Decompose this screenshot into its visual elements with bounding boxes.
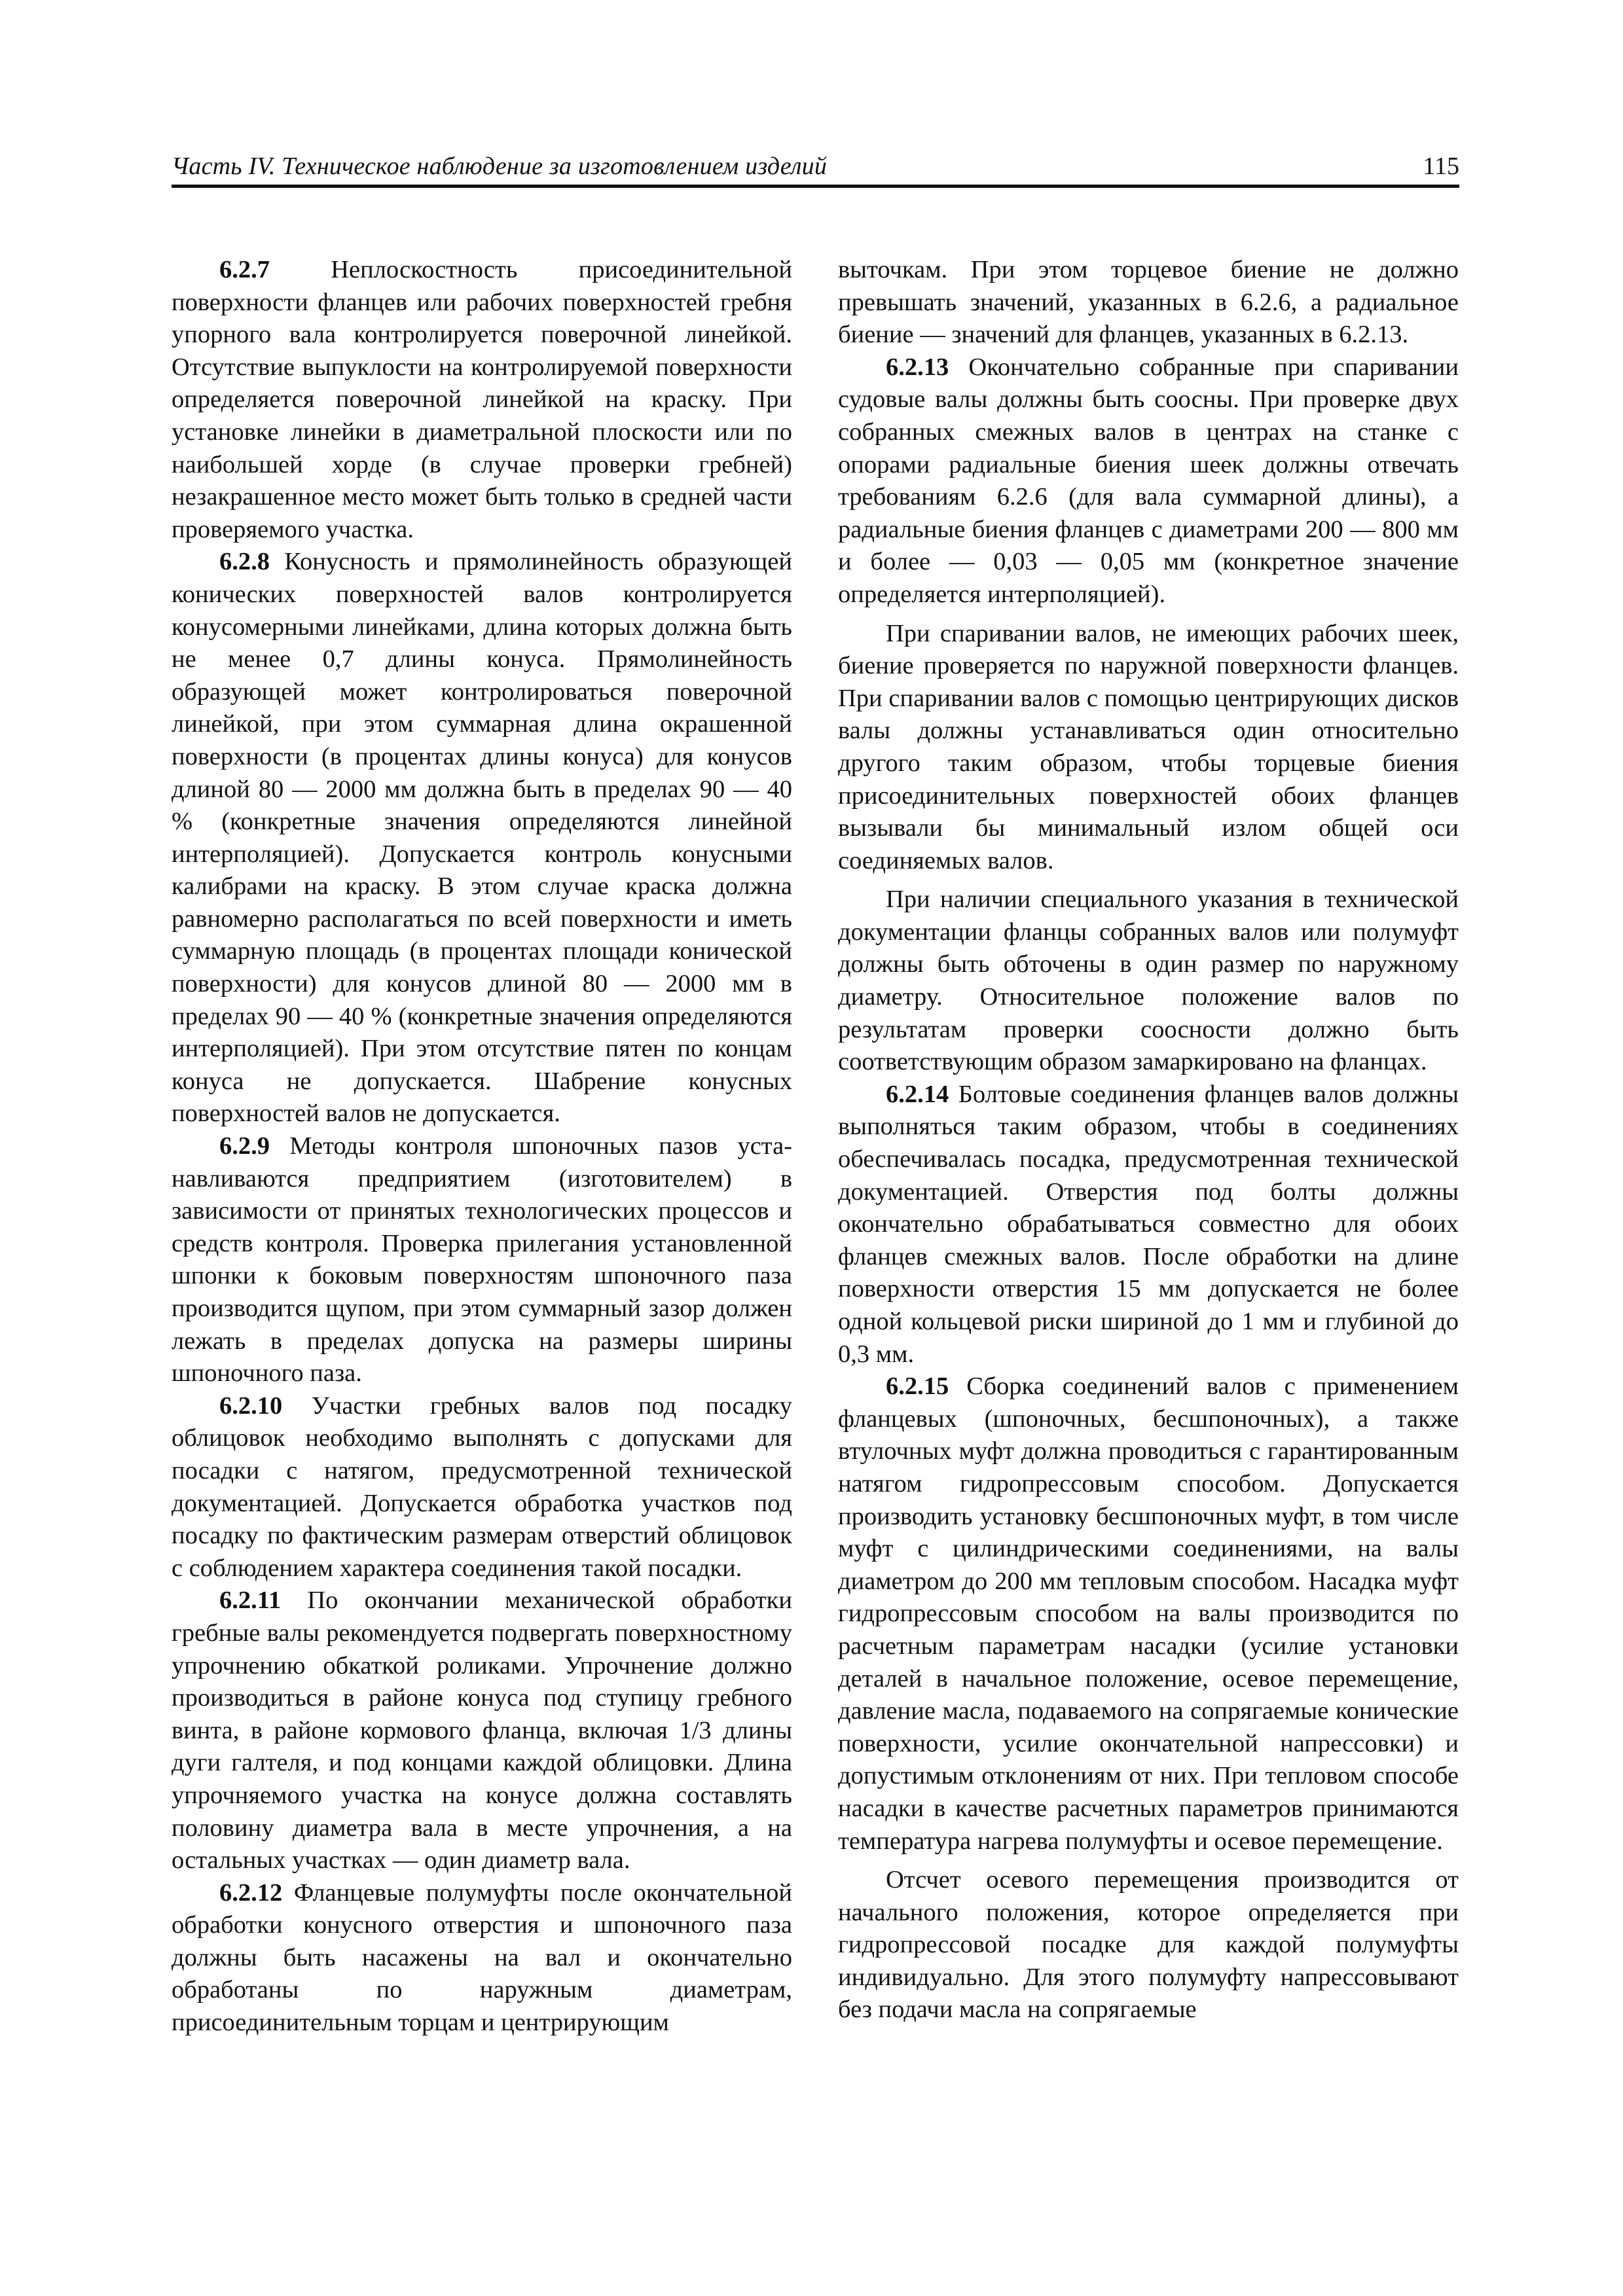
paragraph-text: Участки гребных валов под посадку облицовок необходимо выполнять с допусками для посадки с натягом, предусмотренной технической документацией. Допускается обработка участков под посадку по фактическим размерам отверстий облицовок с соблюдением характера соединения такой посадки. <box>172 1391 792 1582</box>
paragraph-text: Фланцевые полумуфты после окончательной обработки конусного отверстия и шпоночного паза должны быть насажены на вал и окончательно обработаны по наружным диаметрам, присоединительным торцам и центрирующим <box>172 1878 792 2037</box>
running-head <box>172 147 1459 188</box>
paragraph-text: Методы контроля шпоночных пазов устанавливаются предприятием (изготовителем) в зависимости от принятых технологических процессов и средств контроля. Проверка прилегания установленной шпонки к боковым поверхностям шпоночного паза производится щупом, при этом суммарный зазор должен лежать в пределах допуска на размеры ширины шпоночного паза. <box>172 1132 792 1388</box>
paragraph-6-2-12 <box>172 1877 792 2039</box>
left-column <box>172 254 792 2039</box>
clause-number: 6.2.7 <box>219 256 270 283</box>
paragraph-text: Болтовые соединения фланцев валов должны выполняться таким образом, чтобы в соединениях обеспечивалась посадка, предусмотренная технической документацией. Отверстия под болты должны окончательно обрабатываться совместно для обоих фланцев смежных валов. После обработки на длине поверхности отверстия 15 мм допускается не более одной кольцевой риски шириной до 1 мм и глубиной до 0,3 мм. <box>838 1080 1459 1368</box>
paragraph-text: Отсчет осевого перемещения производится от начального положения, которое определяется при гидропрессовой посадке для каждой полумуфты индивидуально. Для этого полумуфту напрессовывают без подачи масла на сопрягаемые <box>838 1866 1459 2024</box>
paragraph-text: Окончательно собранные при спаривании судовые валы должны быть соосны. При проверке двух собранных смежных валов в центрах на станке с опорами радиальные биения шеек должны отвечать требованиям 6.2.6 (для вала суммарной длины), а радиальные биения фланцев с диаметрами 200 — 800 мм и более — 0,03 — 0,05 мм (конкретное значение определяется интерполяцией). <box>838 353 1459 608</box>
paragraph-text: Конусность и прямолинейность образующей конических поверхностей валов контролируется конусомерными линейками, длина которых должна быть не менее 0,7 длины конуса. Прямолинейность образующей может контролироваться поверочной линейкой, при этом суммарная длина окрашенной поверхности (в процентах длины конуса) для конусов длиной 80 — 2000 мм должна быть в пределах 90 — 40 % (конкретные значения определяются линейной интерполяцией). Допускается контроль конусными калибрами на краску. В этом случае краска должна равномерно располагаться по всей поверхности и иметь суммарную площадь (в процентах площади конической поверхности) для конусов длиной 80 — 2000 мм в пределах 90 — 40 % (конкретные значения определяются интерполяцией). При этом отсутствие пятен по концам конуса не допускается. Шабрение конусных поверхностей валов не допускается. <box>172 548 792 1128</box>
paragraph-text: выточкам. При этом торцевое биение не должно превышать значений, указанных в 6.2.6, а радиальное биение — значений для фланцев, указанных в 6.2.13. <box>838 256 1459 349</box>
clause-number: 6.2.12 <box>219 1878 283 1907</box>
clause-number: 6.2.10 <box>219 1391 283 1420</box>
paragraph-6-2-15 <box>838 1371 1459 1857</box>
paragraph-spairing <box>838 618 1459 878</box>
running-head-title: Часть IV. Техническое наблюдение за изготовлением изделий <box>172 152 828 180</box>
paragraph-6-2-10 <box>172 1390 792 1585</box>
paragraph-text: При спаривании валов, не имеющих рабочих шеек, биение проверяется по наружной поверхности фланцев. При спаривании валов с помощью центрирующих дисков валы должны устанавливаться один относительно другого таким образом, чтобы торцевые биения присоединительных поверхностей обоих фланцев вызывали бы минимальный излом общей оси соединяемых валов. <box>838 619 1459 874</box>
paragraph-text: Неплоскостность присоединительной поверхности фланцев или рабочих поверхностей гребня упорного вала контролируется поверочной линейкой. Отсутствие выпуклости на контролируемой поверхности определяется поверочной линейкой на краску. При установке линейки в диаметральной плоскости или по наибольшей хорде (в случае проверки гребней) незакрашенное место может быть только в средней части проверяемого участка. <box>172 256 792 543</box>
clause-number: 6.2.8 <box>219 548 270 576</box>
right-column <box>838 254 1459 2026</box>
paragraph-continuation <box>838 254 1459 351</box>
clause-number: 6.2.11 <box>219 1587 282 1615</box>
clause-number: 6.2.9 <box>219 1132 270 1160</box>
paragraph-text: По окончании механической обработки гребные валы рекомендуется подвергать поверхностному упрочнению обкаткой роликами. Упрочнение должно производиться в районе конуса под ступицу гребного винта, в районе кормового фланца, включая 1/3 длины дуги галтеля, и под концами каждой облицовки. Длина упрочняемого участка на конусе должна составлять половину диаметра вала в месте упрочнения, а на остальных участках — один диаметр вала. <box>172 1587 792 1874</box>
paragraph-text: Сборка соединений валов с применением фланцевых (шпоночных, бесшпоночных), а также втулочных муфт должна проводиться с гарантированным натягом гидропрессовым способом. Допускается производить установку бесшпоночных муфт, в том числе муфт с цилиндрическими соединениями, на валы диаметром до 200 мм тепловым способом. Насадка муфт гидропрессовым способом на валы производится по расчетным параметрам насадки (усилие установки деталей в начальное положение, осевое перемещение, давление масла, подаваемого на сопрягаемые конические поверхности, усилие окончательной напрессовки) и допустимым отклонениям от них. При тепловом способе насадки в качестве расчетных параметров принимаются температура нагрева полумуфты и осевое перемещение. <box>838 1372 1459 1855</box>
paragraph-6-2-7 <box>172 254 792 546</box>
paragraph-special-instruction <box>838 884 1459 1079</box>
paragraph-6-2-9 <box>172 1130 792 1390</box>
clause-number: 6.2.14 <box>886 1080 949 1108</box>
paragraph-6-2-14 <box>838 1079 1459 1371</box>
paragraph-text: При наличии специального указания в технической документации фланцы собранных валов или полумуфт должны быть обточены в один размер по наружному диаметру. Относительное положение валов по результатам проверки соосности должно быть соответствующим образом замаркировано на фланцах. <box>838 886 1459 1076</box>
paragraph-6-2-13 <box>838 351 1459 611</box>
paragraph-6-2-8 <box>172 546 792 1130</box>
page-number: 115 <box>1423 152 1459 180</box>
clause-number: 6.2.13 <box>886 353 949 381</box>
paragraph-6-2-11 <box>172 1585 792 1876</box>
paragraph-axial-offset <box>838 1864 1459 2026</box>
clause-number: 6.2.15 <box>886 1372 949 1401</box>
